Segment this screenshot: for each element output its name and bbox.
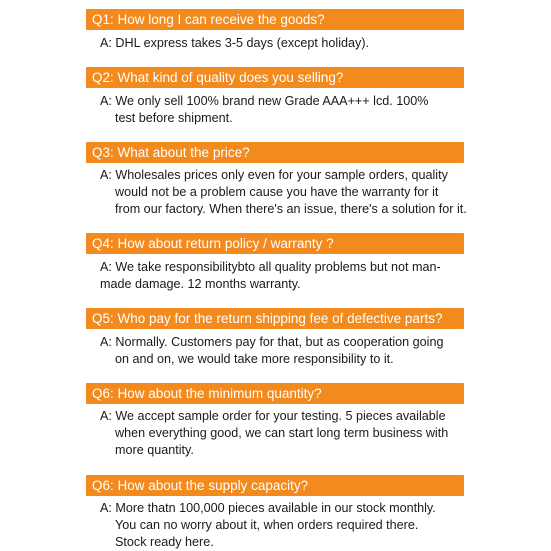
answer-line: on and on, we would take more responsibility to it. bbox=[115, 352, 394, 366]
faq-answer-3 bbox=[100, 167, 490, 218]
faq-question-7: Q6: How about the supply capacity? bbox=[86, 475, 464, 496]
faq-answer-5 bbox=[100, 334, 490, 368]
faq-question-5: Q5: Who pay for the return shipping fee of defective parts? bbox=[86, 308, 464, 329]
faq-answer-1 bbox=[100, 35, 490, 52]
answer-line: A: We accept sample order for your testing. 5 pieces available bbox=[100, 409, 446, 423]
answer-line: A: Wholesales prices only even for your sample orders, quality bbox=[100, 168, 448, 182]
answer-line: from our factory. When there's an issue, there's a solution for it. bbox=[115, 202, 467, 216]
answer-line: when everything good, we can start long term business with bbox=[115, 426, 449, 440]
faq-question-2: Q2: What kind of quality does you selling? bbox=[86, 67, 464, 88]
faq-question-1: Q1: How long I can receive the goods? bbox=[86, 9, 464, 30]
faq-question-6: Q6: How about the minimum quantity? bbox=[86, 383, 464, 404]
answer-line: A: DHL express takes 3-5 days (except holiday). bbox=[100, 36, 370, 50]
faq-answer-2 bbox=[100, 93, 490, 127]
answer-line: test before shipment. bbox=[115, 111, 233, 125]
faq-answer-4 bbox=[100, 259, 490, 293]
answer-line: A: Normally. Customers pay for that, but as cooperation going bbox=[100, 335, 444, 349]
answer-line: A: We take responsibilitybto all quality problems but not man- bbox=[100, 260, 441, 274]
answer-line: more quantity. bbox=[115, 443, 194, 457]
faq-answer-7 bbox=[100, 500, 490, 551]
faq-question-3: Q3: What about the price? bbox=[86, 142, 464, 163]
answer-line: A: We only sell 100% brand new Grade AAA+++ lcd. 100% bbox=[100, 94, 429, 108]
faq-question-4: Q4: How about return policy / warranty ? bbox=[86, 233, 464, 254]
answer-line: You can no worry about it, when orders required there. bbox=[115, 518, 419, 532]
answer-line: Stock ready here. bbox=[115, 535, 214, 549]
faq-answer-6 bbox=[100, 408, 490, 459]
answer-line: would not be a problem cause you have the warranty for it bbox=[115, 185, 439, 199]
answer-line: made damage. 12 months warranty. bbox=[100, 277, 301, 291]
answer-line: A: More thatn 100,000 pieces available in our stock monthly. bbox=[100, 501, 436, 515]
